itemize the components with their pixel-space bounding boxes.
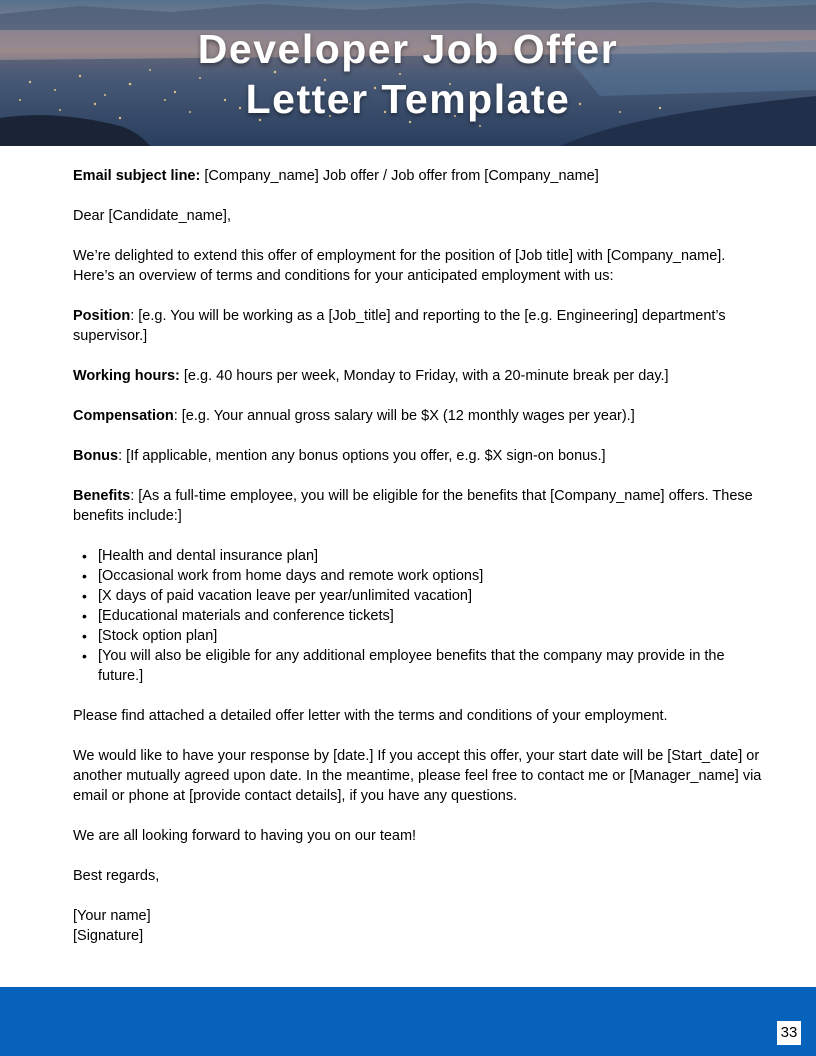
position-label: Position bbox=[73, 308, 131, 324]
title-line-2: Letter Template bbox=[245, 76, 571, 122]
list-item: • [X days of paid vacation leave per year/unlimited vacation] bbox=[98, 586, 763, 606]
list-item: • [Health and dental insurance plan] bbox=[98, 546, 763, 566]
benefits-list bbox=[73, 546, 763, 686]
bonus-label: Bonus bbox=[73, 448, 119, 464]
benefits-paragraph bbox=[73, 486, 763, 526]
benefits-label: Benefits bbox=[73, 488, 131, 504]
position-paragraph bbox=[73, 306, 763, 346]
hours-paragraph bbox=[73, 366, 763, 386]
attached-paragraph: Please find attached a detailed offer letter with the terms and conditions of your employment. bbox=[73, 708, 668, 724]
title-line-1: Developer Job Offer bbox=[197, 26, 619, 72]
header-banner bbox=[0, 0, 816, 146]
response-paragraph: We would like to have your response by [date.] If you accept this offer, your start date will be [Start_date] or another mutually agreed upon date. In the meantime, please feel free to contact me or [Manager_name] via email or phone at [provide contact details], if you have any questions. bbox=[73, 748, 762, 804]
list-item: • [Educational materials and conference tickets] bbox=[98, 606, 763, 626]
intro-paragraph: We’re delighted to extend this offer of employment for the position of [Job title] with [Company_name]. Here’s an overview of terms and conditions for your anticipated employment with us: bbox=[73, 248, 726, 284]
your-name: [Your name] bbox=[73, 908, 151, 924]
page-number: 33 bbox=[777, 1021, 801, 1045]
subject-label: Email subject line: bbox=[73, 168, 201, 184]
subject-text: [Company_name] Job offer / Job offer from [Company_name] bbox=[200, 168, 599, 184]
letter-body bbox=[73, 166, 763, 946]
hours-text: [e.g. 40 hours per week, Monday to Friday, with a 20-minute break per day.] bbox=[179, 368, 669, 384]
compensation-paragraph bbox=[73, 406, 763, 426]
compensation-text: : [e.g. Your annual gross salary will be $X (12 monthly wages per year).] bbox=[173, 408, 635, 424]
footer-bar bbox=[0, 987, 816, 1056]
list-item: • [Stock option plan] bbox=[98, 626, 763, 646]
list-item: • [You will also be eligible for any additional employee benefits that the company may provide in the future.] bbox=[98, 646, 763, 686]
signature: [Signature] bbox=[73, 928, 144, 944]
bonus-paragraph bbox=[73, 446, 763, 466]
document-title bbox=[0, 24, 816, 124]
regards: Best regards, bbox=[73, 868, 160, 884]
hours-label: Working hours: bbox=[73, 368, 180, 384]
compensation-label: Compensation bbox=[73, 408, 174, 424]
closing-line: We are all looking forward to having you on our team! bbox=[73, 828, 417, 844]
position-text: : [e.g. You will be working as a [Job_title] and reporting to the [e.g. Engineering] department’s supervisor.] bbox=[73, 308, 726, 344]
greeting: Dear [Candidate_name], bbox=[73, 208, 231, 224]
subject-paragraph bbox=[73, 166, 763, 186]
bonus-text: : [If applicable, mention any bonus options you offer, e.g. $X sign-on bonus.] bbox=[118, 448, 606, 464]
list-item: • [Occasional work from home days and remote work options] bbox=[98, 566, 763, 586]
benefits-text: : [As a full-time employee, you will be eligible for the benefits that [Company_name] offers. These benefits include:] bbox=[73, 488, 753, 524]
